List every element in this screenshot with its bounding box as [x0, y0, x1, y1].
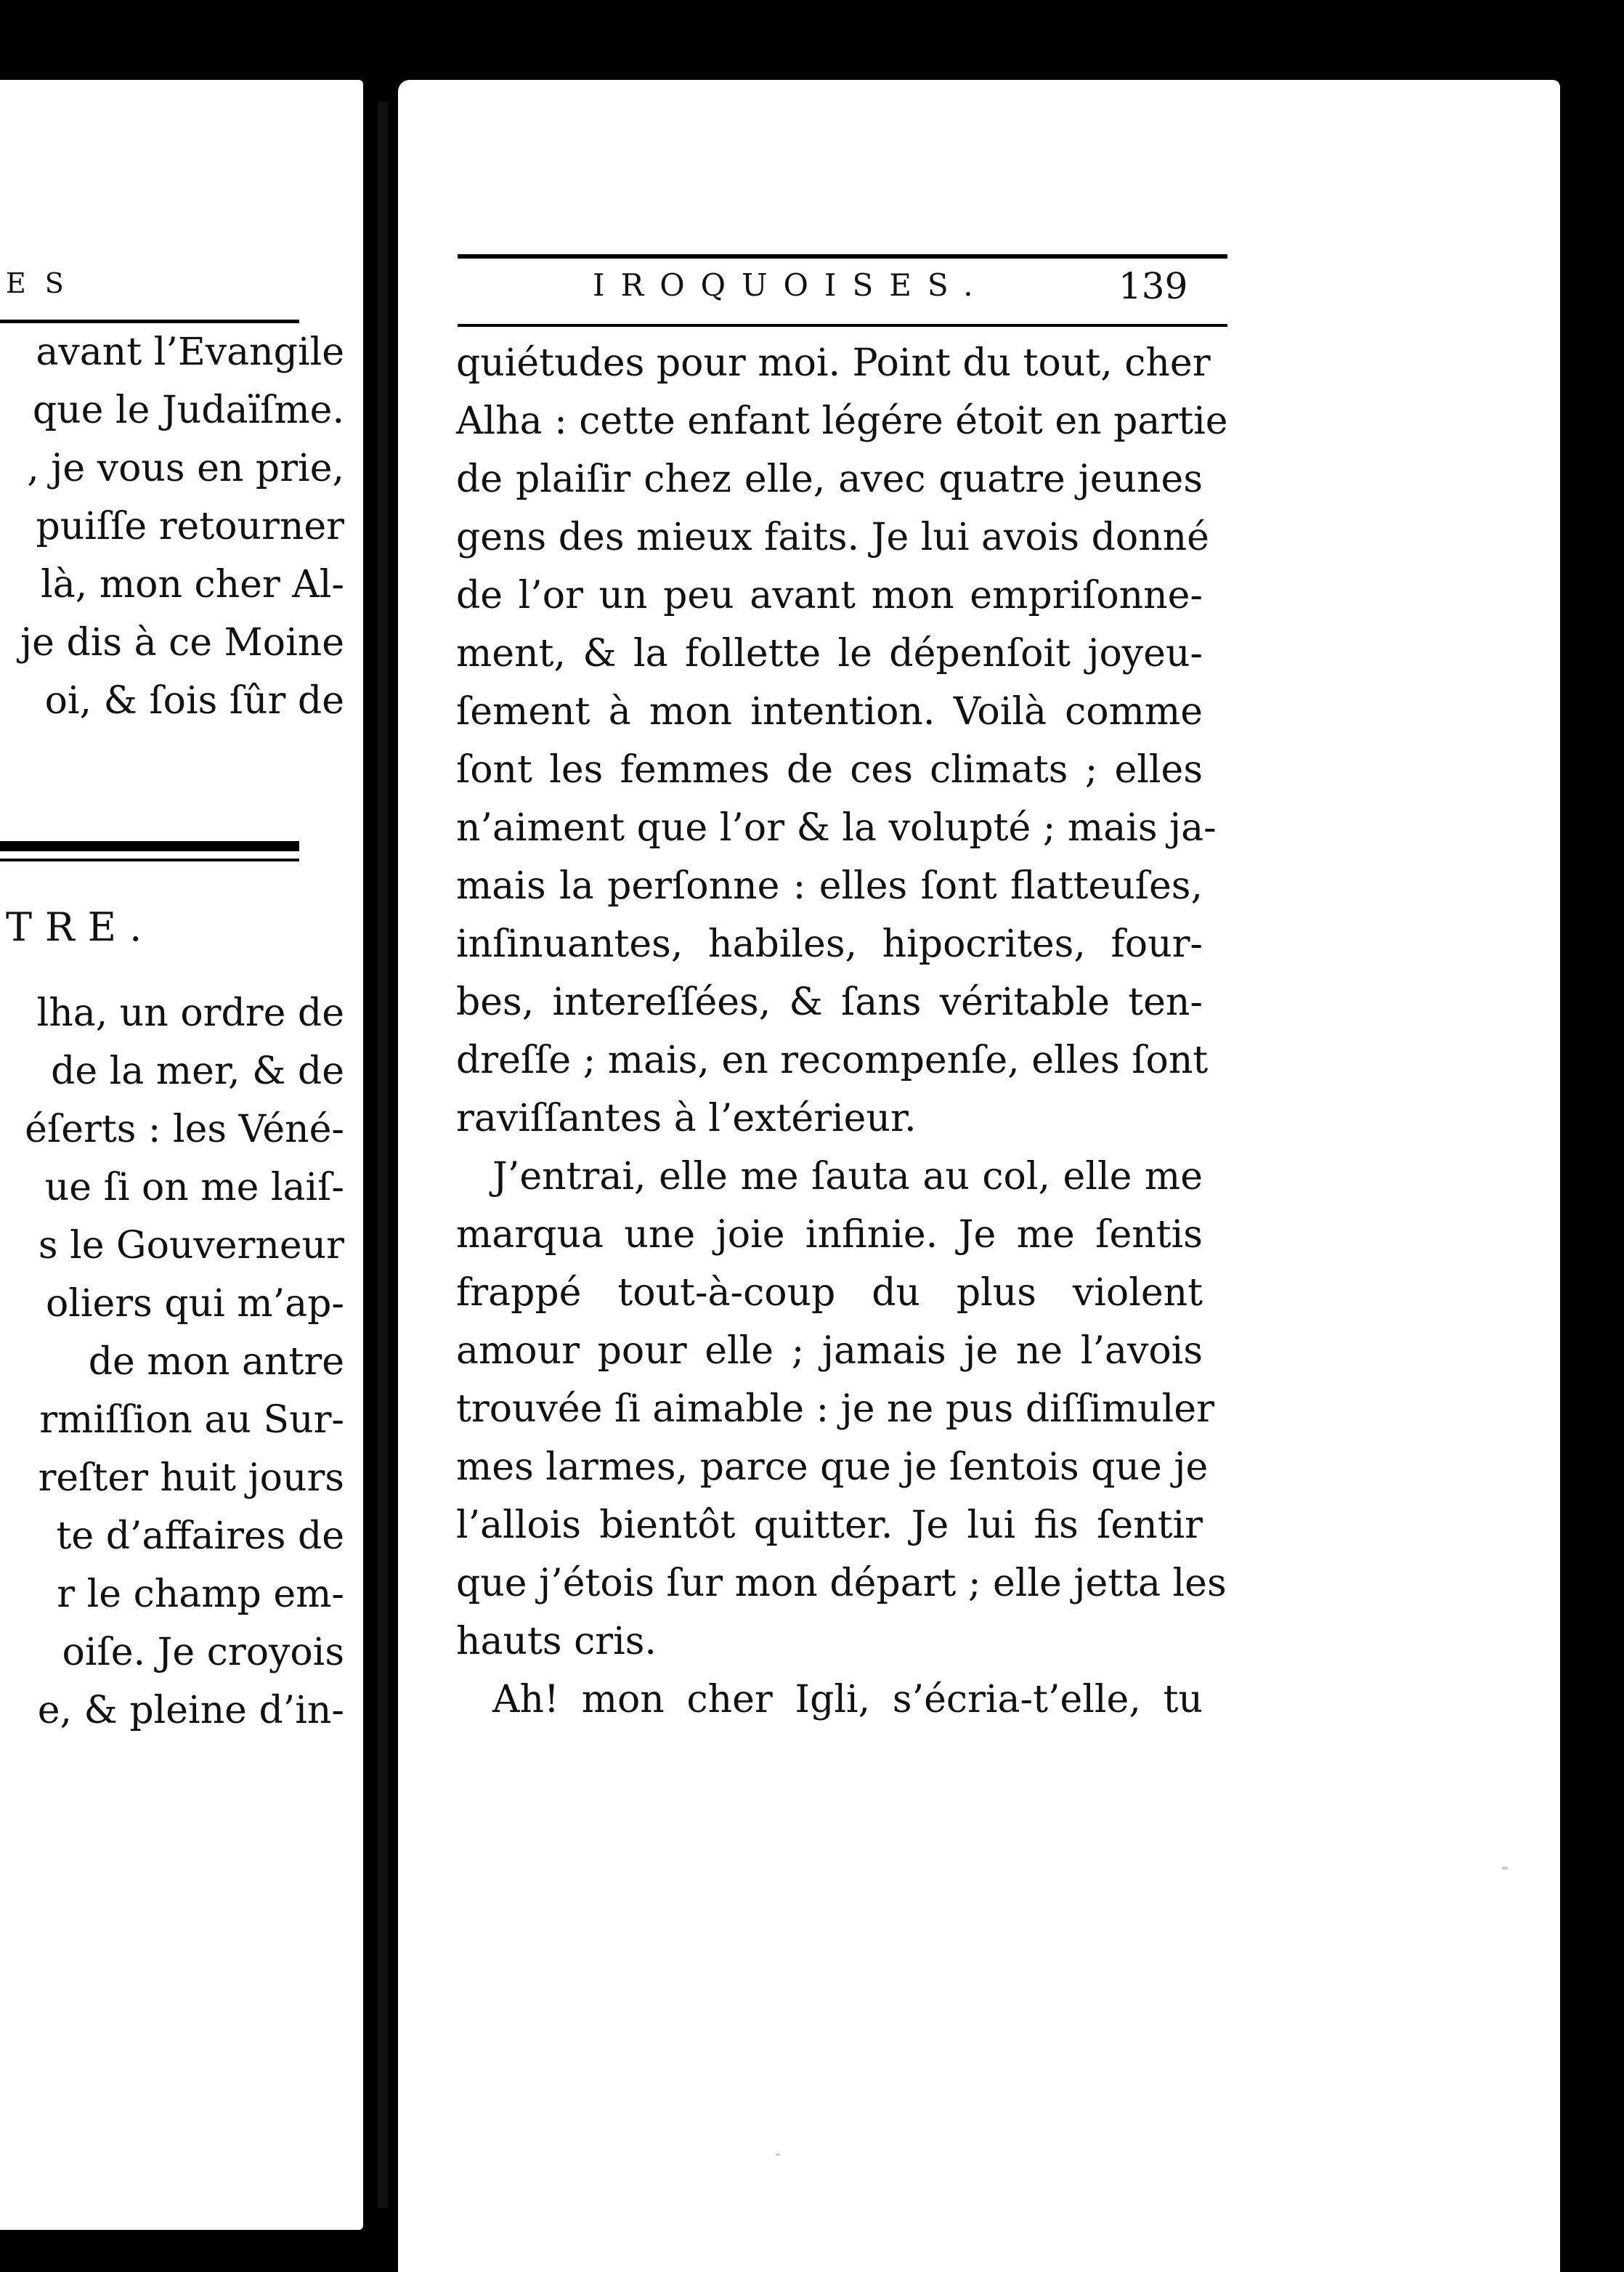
- text-line: avant l’Evangile: [36, 330, 344, 374]
- text-line: mes larmes, parce que je ſentois que je: [456, 1445, 1209, 1489]
- right-page: [398, 80, 1560, 2272]
- text-line: rmiſſion au Sur-: [39, 1398, 344, 1442]
- text-line: puiſſe retourner: [36, 505, 344, 548]
- text-line: gens des mieux faits. Je lui avois donné: [456, 516, 1209, 559]
- page-number: 139: [1118, 265, 1188, 307]
- text-line: bes, intereſſées, & ſans véritable ten-: [456, 981, 1203, 1024]
- text-line: lha, un ordre de: [36, 991, 344, 1035]
- text-line: quiétudes pour moi. Point du tout, cher: [456, 341, 1211, 385]
- text-line: ſement à mon intention. Voilà comme: [456, 690, 1203, 734]
- chapter-heading-left: TRE.: [6, 904, 155, 950]
- text-line: , je vous en prie,: [27, 447, 344, 490]
- text-line: oliers qui m’ap-: [45, 1282, 344, 1326]
- text-line: l’allois bientôt quitter. Je lui fis ſentir: [456, 1504, 1203, 1547]
- text-line: J’entrai, elle me ſauta au col, elle me: [492, 1155, 1203, 1198]
- text-line: oi, & ſois ſûr de: [44, 679, 344, 723]
- text-line: Alha : cette enfant légére étoit en partie: [456, 399, 1228, 443]
- text-line: hauts cris.: [456, 1620, 657, 1663]
- text-line: là, mon cher Al-: [41, 563, 344, 606]
- running-head-right: IROQUOISES.: [593, 267, 989, 303]
- header-rule-left: [0, 320, 299, 323]
- text-line: r le champ em-: [57, 1573, 344, 1616]
- text-line: oiſe. Je croyois: [62, 1631, 344, 1674]
- text-line: dreſſe ; mais, en recompenſe, elles ſont: [456, 1039, 1209, 1082]
- header-rule-bottom: [458, 324, 1227, 327]
- text-line: raviſſantes à l’extérieur.: [456, 1097, 917, 1140]
- left-page: [0, 80, 363, 2230]
- header-rule-top: [458, 254, 1227, 259]
- paper-speck: [1502, 1867, 1508, 1870]
- text-line: Ah! mon cher Igli, s’écria-t’elle, tu: [492, 1678, 1203, 1721]
- text-line: ment, & la follette le dépenſoit joyeu-: [456, 632, 1203, 675]
- text-line: mais la perſonne : elles ſont flatteuſes,: [456, 864, 1203, 908]
- paper-speck: [776, 2154, 780, 2156]
- text-line: amour pour elle ; jamais je ne l’avois: [456, 1329, 1203, 1373]
- text-line: de la mer, & de: [51, 1050, 344, 1093]
- text-line: ue ſi on me laiſ-: [44, 1166, 344, 1209]
- text-line: e, & pleine d’in-: [37, 1689, 344, 1732]
- running-head-left: ES: [6, 267, 83, 299]
- text-line: frappé tout-à-coup du plus violent: [456, 1271, 1203, 1315]
- section-rule-thin: [0, 859, 299, 861]
- text-line: reſter huit jours: [38, 1456, 344, 1500]
- text-line: que le Judaïſme.: [32, 389, 344, 432]
- section-rule-thick: [0, 841, 299, 851]
- text-line: de plaiſir chez elle, avec quatre jeunes: [456, 458, 1203, 501]
- text-line: je dis à ce Moine: [20, 621, 344, 665]
- text-line: n’aiment que l’or & la volupté ; mais ja-: [456, 806, 1217, 850]
- text-line: inſinuantes, habiles, hipocrites, four-: [456, 922, 1203, 966]
- text-line: trouvée ſi aimable : je ne pus diſſimuler: [456, 1387, 1214, 1431]
- text-line: marqua une joie infinie. Je me ſentis: [456, 1213, 1203, 1257]
- text-line: de mon antre: [88, 1340, 344, 1384]
- text-line: te d’affaires de: [56, 1514, 344, 1558]
- text-line: ſont les femmes de ces climats ; elles: [456, 748, 1203, 792]
- text-line: que j’étois ſur mon départ ; elle jetta les: [456, 1562, 1227, 1605]
- text-line: éſerts : les Véné-: [25, 1108, 344, 1151]
- text-line: s le Gouverneur: [38, 1224, 344, 1267]
- book-gutter: [378, 102, 388, 2208]
- text-line: de l’or un peu avant mon empriſonne-: [456, 574, 1203, 617]
